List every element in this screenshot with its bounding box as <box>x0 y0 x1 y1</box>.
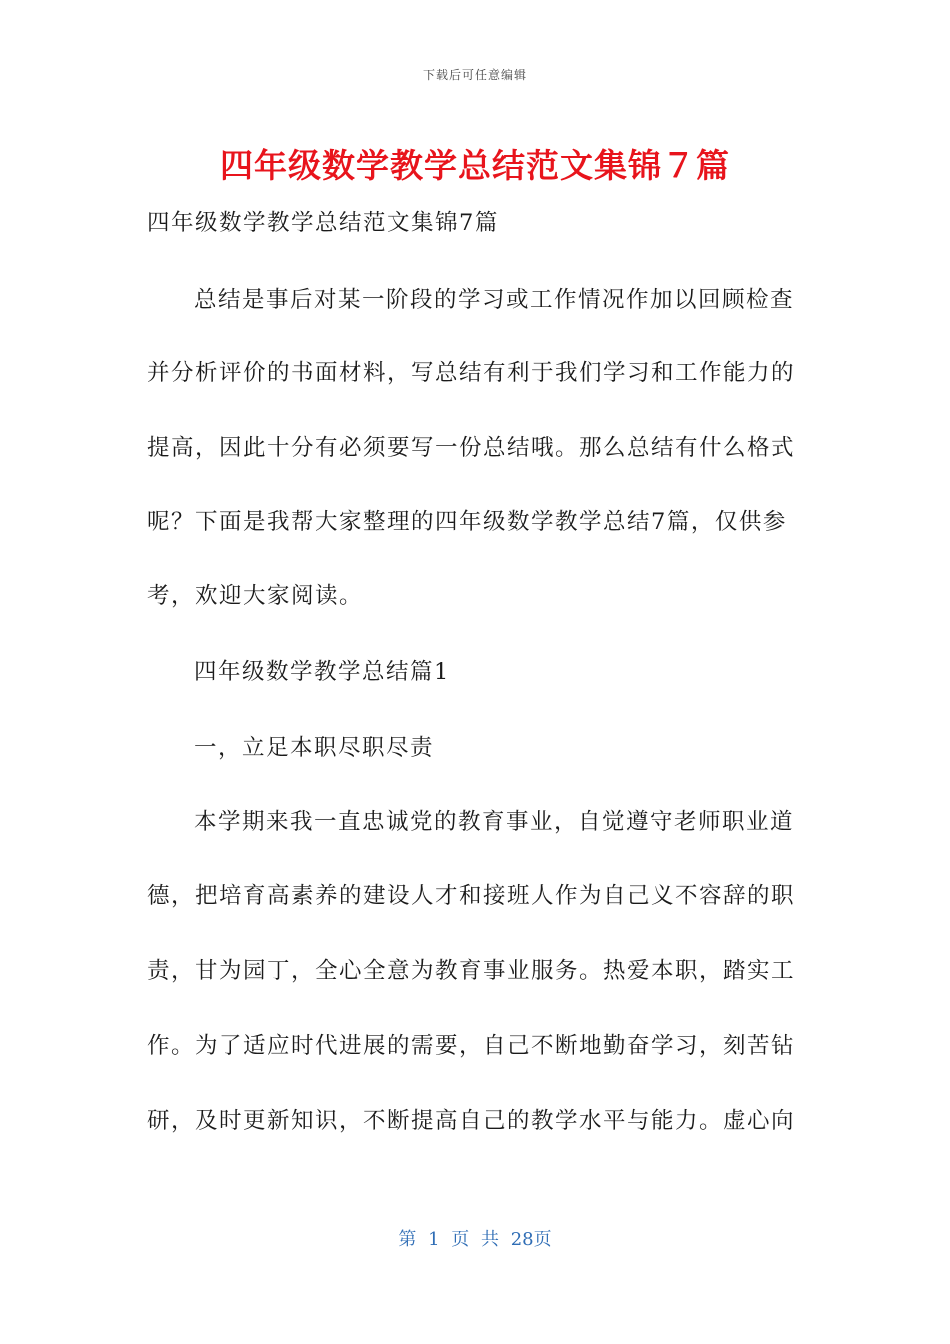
subtitle-line: 四年级数学教学总结范文集锦7篇 <box>147 210 499 236</box>
header-note: 下载后可任意编辑 <box>422 68 527 82</box>
paragraph-line: 并分析评价的书面材料，写总结有利于我们学习和工作能力的 <box>147 360 796 386</box>
page-number-footer: 第 1 页 共 28页 <box>398 1229 552 1250</box>
document-title: 四年级数学教学总结范文集锦７篇 <box>220 146 730 185</box>
paragraph-line: 作。为了适应时代进展的需要，自己不断地勤奋学习，刻苦钻 <box>147 1033 796 1059</box>
paragraph-line: 呢？下面是我帮大家整理的四年级数学教学总结7篇，仅供参 <box>147 509 787 535</box>
subsection-heading: 一，立足本职尽职尽责 <box>194 735 435 761</box>
paragraph-line: 德，把培育高素养的建设人才和接班人作为自己义不容辞的职 <box>147 883 796 909</box>
paragraph-line: 提高，因此十分有必须要写一份总结哦。那么总结有什么格式 <box>147 435 796 461</box>
section-heading: 四年级数学教学总结篇1 <box>194 659 450 685</box>
paragraph-line: 总结是事后对某一阶段的学习或工作情况作加以回顾检查 <box>194 287 795 313</box>
paragraph-line: 本学期来我一直忠诚党的教育事业，自觉遵守老师职业道 <box>194 809 795 835</box>
paragraph-line: 研，及时更新知识，不断提高自己的教学水平与能力。虚心向 <box>147 1108 796 1134</box>
paragraph-line: 责，甘为园丁，全心全意为教育事业服务。热爱本职，踏实工 <box>147 958 796 984</box>
paragraph-line: 考，欢迎大家阅读。 <box>147 583 364 609</box>
